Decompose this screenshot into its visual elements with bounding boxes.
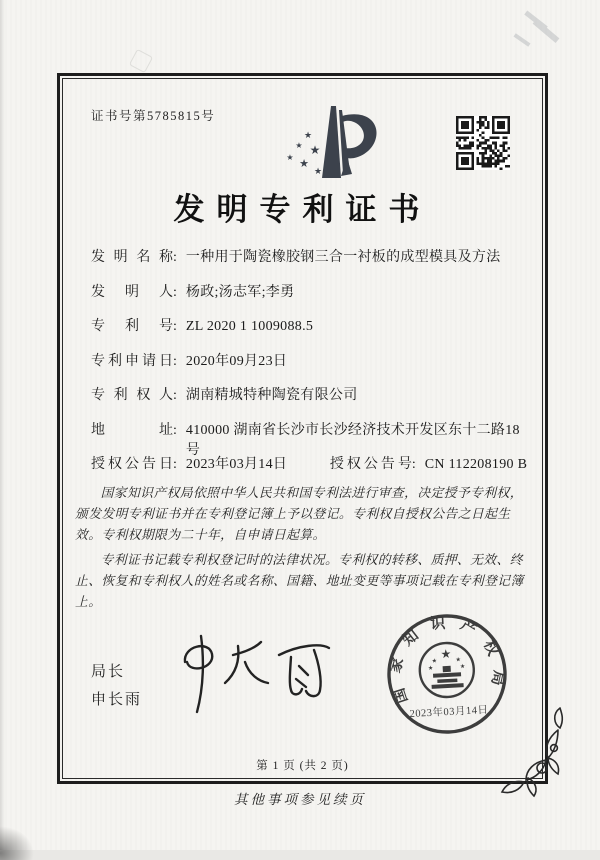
director-name: 申长雨 xyxy=(91,692,143,708)
field-label: 发明名称 xyxy=(91,250,173,265)
field-value: 湖南精城特种陶瓷有限公司 xyxy=(185,388,358,403)
qr-code-icon xyxy=(456,116,510,170)
field-value: 一种用于陶瓷橡胶钢三合一衬板的成型模具及方法 xyxy=(185,250,501,265)
field-value: 410000 湖南省长沙市长沙经济技术开发区东十二路18号 xyxy=(185,422,520,458)
svg-text:★: ★ xyxy=(459,663,466,671)
legal-paragraph-1: 国家知识产权局依照中华人民共和国专利法进行审查，决定授予专利权，颁发发明专利证书并在专利登记簿上予以登记。专利权自授权公告之日起生效。专利权期限为二十年，自申请日起算。 xyxy=(75,486,523,542)
cnipa-logo-icon xyxy=(275,104,379,182)
field-label: 专利号 xyxy=(91,319,173,334)
field-grant-number: 授权公告号 : CN 112208190 B xyxy=(330,455,527,475)
field-patentee: 专利权人 : 湖南精城特种陶瓷有限公司 xyxy=(91,386,531,421)
field-label: 发明人 xyxy=(91,284,173,300)
svg-text:★: ★ xyxy=(427,664,434,672)
svg-text:★: ★ xyxy=(440,646,452,662)
field-grant-date-and-number: 授权公告日 : 2023年03月14日 授权公告号 : CN 112208190 B xyxy=(91,455,531,490)
field-address: 地址 : 410000 湖南省长沙市长沙经济技术开发区东十二路18号 xyxy=(91,421,531,456)
svg-text:★: ★ xyxy=(303,131,313,141)
field-rows xyxy=(91,248,531,490)
continuation-note: 其他事项参见续页 xyxy=(234,792,366,807)
svg-text:★: ★ xyxy=(313,167,323,177)
svg-text:★: ★ xyxy=(431,657,438,665)
svg-text:★: ★ xyxy=(455,656,462,664)
scan-artifact-hatch xyxy=(505,12,565,57)
certificate-number: 证书号第5785815号 xyxy=(91,109,216,123)
certificate-title: 发明专利证书 xyxy=(173,192,432,227)
seal-agency-text: 国家知识产权局 xyxy=(387,615,507,706)
svg-text:★: ★ xyxy=(299,157,309,170)
field-invention-name: 发明名称 : 一种用于陶瓷橡胶钢三合一衬板的成型模具及方法 xyxy=(91,248,531,283)
field-label: 地址 xyxy=(91,422,173,438)
field-label: 授权公告号 xyxy=(329,457,412,472)
scan-artifact-mark xyxy=(129,49,153,73)
field-label: 专利权人 xyxy=(91,388,173,403)
field-value: 2023年03月14日 xyxy=(185,457,288,472)
certificate-border-frame xyxy=(57,73,548,784)
seal-date: 2023年03月14日 xyxy=(409,704,489,721)
field-label: 专利申请日 xyxy=(91,353,173,369)
field-value: 2020年09月23日 xyxy=(185,353,288,369)
svg-text:★: ★ xyxy=(309,143,321,157)
svg-text:★: ★ xyxy=(295,141,303,150)
field-inventors: 发明人 : 杨政;汤志军;李勇 xyxy=(91,283,531,318)
director-signature-icon xyxy=(163,628,333,718)
legal-text xyxy=(75,483,533,613)
corner-flourish-icon xyxy=(498,704,566,800)
cnipa-official-seal xyxy=(381,608,513,740)
director-title: 局长 xyxy=(91,664,126,680)
field-application-date: 专利申请日 : 2020年09月23日 xyxy=(91,352,531,387)
field-value: ZL 2020 1 1009088.5 xyxy=(185,319,314,334)
national-emblem-icon xyxy=(418,642,475,699)
field-patent-number: 专利号 : ZL 2020 1 1009088.5 xyxy=(91,317,531,352)
field-value: 杨政;汤志军;李勇 xyxy=(185,284,295,300)
svg-text:★: ★ xyxy=(286,153,294,162)
scan-artifact-smudge xyxy=(0,826,34,860)
field-value: CN 112208190 B xyxy=(424,457,528,472)
legal-paragraph-2: 专利证书记载专利权登记时的法律状况。专利权的转移、质押、无效、终止、恢复和专利权人的姓名或名称、国籍、地址变更等事项记载在专利登记簿上。 xyxy=(75,553,524,609)
page-number: 第 1 页 (共 2 页) xyxy=(256,760,349,772)
field-label: 授权公告日 xyxy=(91,457,173,472)
